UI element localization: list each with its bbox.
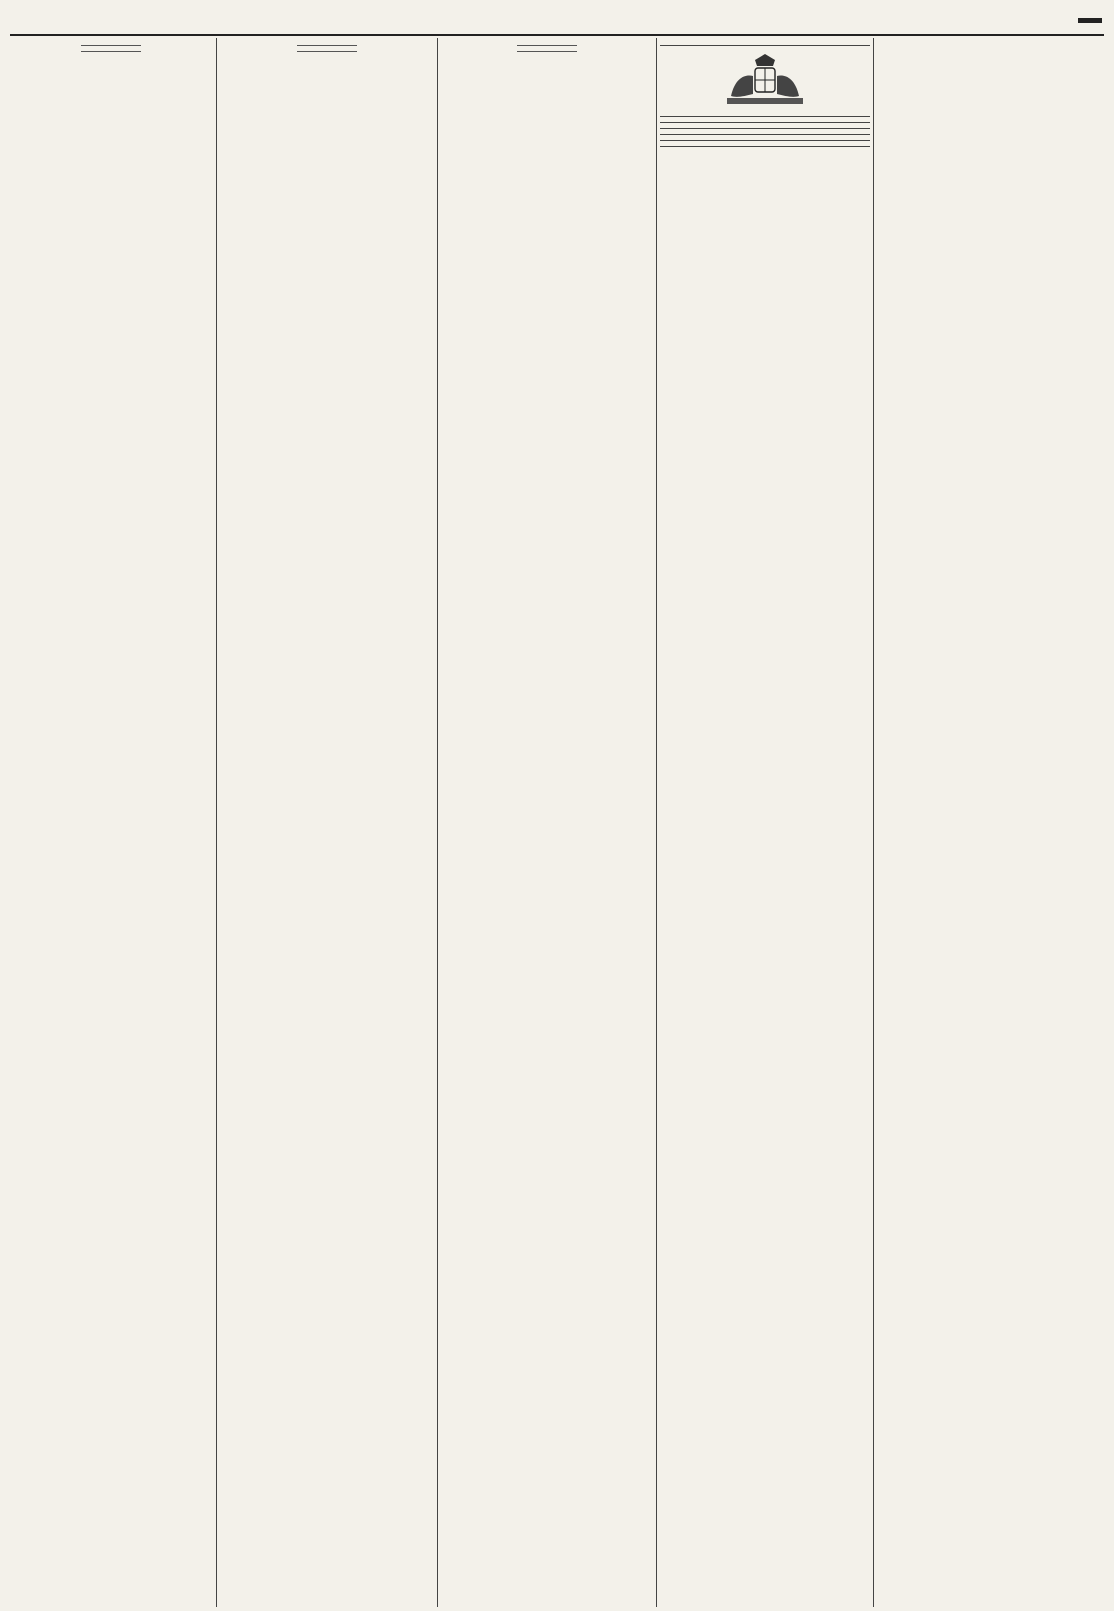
- separator: [660, 45, 870, 46]
- separator: [81, 51, 141, 52]
- column-2: [221, 40, 433, 1607]
- masthead: [10, 8, 1104, 36]
- separator: [81, 45, 141, 46]
- column-rule: [437, 38, 438, 1607]
- column-3b: [441, 40, 653, 1607]
- separator: [660, 128, 870, 129]
- separator: [660, 122, 870, 123]
- separator: [297, 51, 357, 52]
- separator: [660, 146, 870, 147]
- column-rule: [656, 38, 657, 1607]
- separator: [660, 116, 870, 117]
- column-rule: [873, 38, 874, 1607]
- separator: [660, 134, 870, 135]
- column-rule: [216, 38, 217, 1607]
- corner-mark: [1078, 18, 1102, 23]
- column-1: [8, 40, 213, 1607]
- separator: [660, 140, 870, 141]
- column-4-ads: [660, 40, 870, 1607]
- separator: [297, 45, 357, 46]
- royal-arms-icon: [717, 52, 813, 110]
